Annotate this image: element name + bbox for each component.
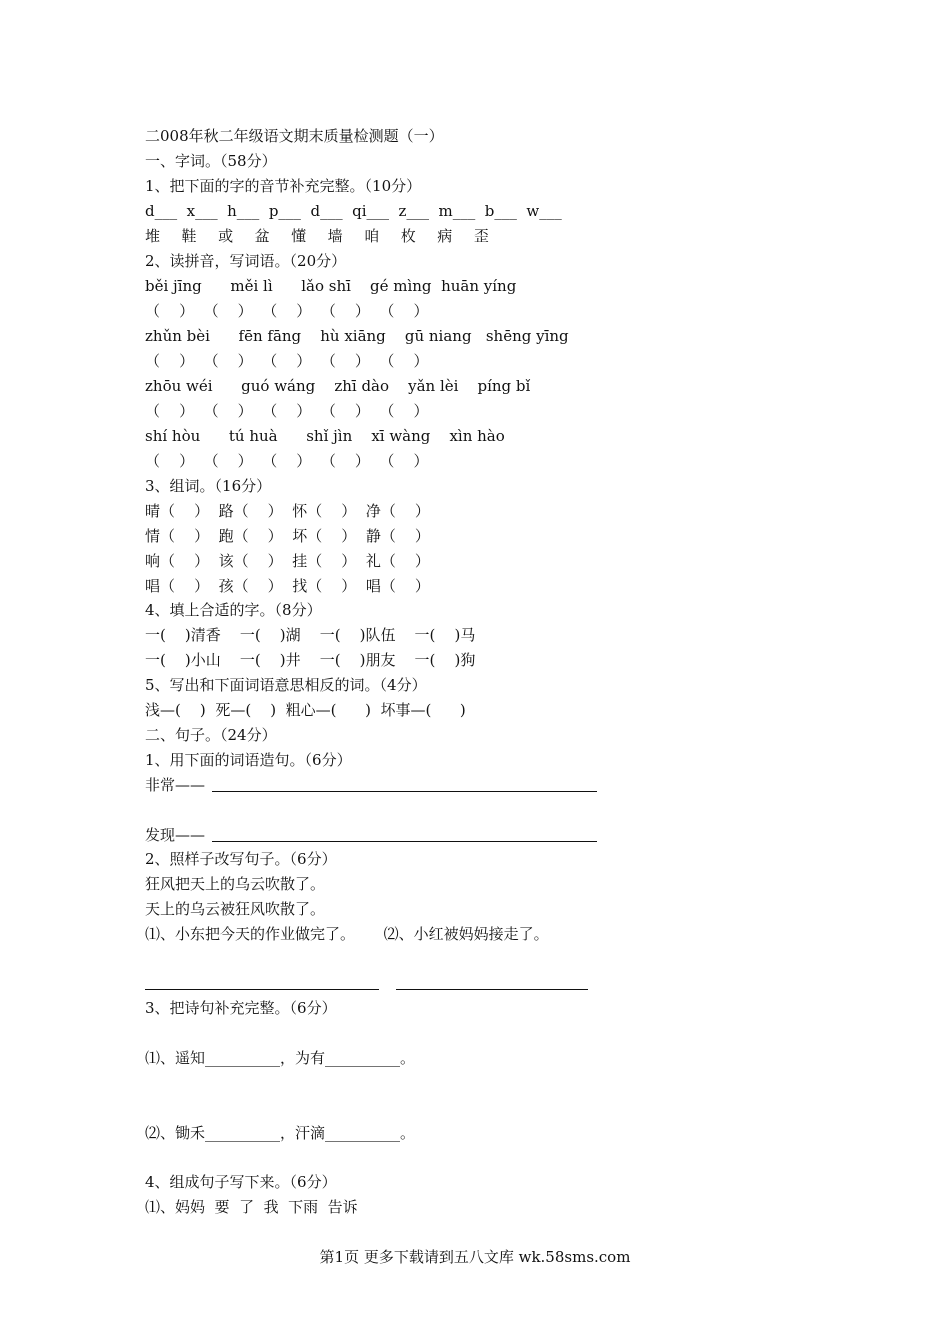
answer-line [212,791,597,792]
sentence-order-1: ⑴、妈妈 要 了 我 下雨 告诉 [145,1198,358,1216]
make-sentence-label-2: 发现—— [145,826,206,844]
question-1-1: 1、把下面的字的音节补充完整。（10分） [145,177,422,195]
question-1-2: 2、读拼音，写词语。（20分） [145,252,347,270]
example-sentence-2: 天上的乌云被狂风吹散了。 [145,900,326,918]
answer-line [145,989,379,990]
measure-word-row-2: 一( )小山 一( )井 一( )朋友 一( )狗 [145,651,476,669]
answer-line [396,989,588,990]
answer-parens-row: （ ） （ ） （ ） （ ） （ ） [145,402,429,420]
answer-parens-row: （ ） （ ） （ ） （ ） （ ） [145,302,429,320]
make-sentence-label-1: 非常—— [145,776,206,794]
hanzi-row: 堆 鞋 或 盆 懂 墙 咱 枚 病 歪 [145,227,489,245]
pinyin-row-2: zhǔn bèi fēn fāng hù xiāng gū niang shēng yīng [145,327,569,345]
section-2-heading: 二、句子。（24分） [145,726,277,744]
zuci-row-2: 情（ ） 跑（ ） 坏（ ） 静（ ） [145,527,430,545]
question-2-3: 3、把诗句补充完整。（6分） [145,999,337,1017]
poem-line-1: ⑴、遥知__________，为有__________。 [145,1049,416,1067]
pinyin-row-3: zhōu wéi guó wáng zhī dào yǎn lèi píng bǐ [145,377,531,395]
zuci-row-3: 响（ ） 该（ ） 挂（ ） 礼（ ） [145,552,430,570]
poem-line-2: ⑵、锄禾__________，汗滴__________。 [145,1124,416,1142]
question-2-4: 4、组成句子写下来。（6分） [145,1173,337,1191]
measure-word-row-1: 一( )清香 一( )湖 一( )队伍 一( )马 [145,626,476,644]
answer-parens-row: （ ） （ ） （ ） （ ） （ ） [145,352,429,370]
answer-line [212,841,597,842]
answer-parens-row: （ ） （ ） （ ） （ ） （ ） [145,452,429,470]
section-1-heading: 一、字词。（58分） [145,152,277,170]
exam-title: 二008年秋二年级语文期末质量检测题（一） [145,127,444,145]
question-1-4: 4、填上合适的字。（8分） [145,601,322,619]
pinyin-row-4: shí hòu tú huà shǐ jìn xī wàng xìn hào [145,427,505,445]
example-sentence-1: 狂风把天上的乌云吹散了。 [145,875,326,893]
antonym-row: 浅—( ) 死—( ) 粗心—( ) 坏事—( ) [145,701,466,719]
question-2-2: 2、照样子改写句子。（6分） [145,850,337,868]
pinyin-blanks: d___ x___ h___ p___ d___ qi___ z___ m___ b___ w___ [145,202,562,220]
question-1-5: 5、写出和下面词语意思相反的词。（4分） [145,676,427,694]
page-footer: 第1页 更多下载请到五八文库 wk.58sms.com [319,1248,631,1266]
zuci-row-1: 晴（ ） 路（ ） 怀（ ） 净（ ） [145,502,430,520]
rewrite-sentences: ⑴、小东把今天的作业做完了。 ⑵、小红被妈妈接走了。 [145,925,549,943]
question-2-1: 1、用下面的词语造句。（6分） [145,751,352,769]
question-1-3: 3、组词。（16分） [145,477,272,495]
pinyin-row-1: běi jīng měi lì lǎo shī gé mìng huān yíng [145,277,517,295]
zuci-row-4: 唱（ ） 孩（ ） 找（ ） 唱（ ） [145,577,430,595]
